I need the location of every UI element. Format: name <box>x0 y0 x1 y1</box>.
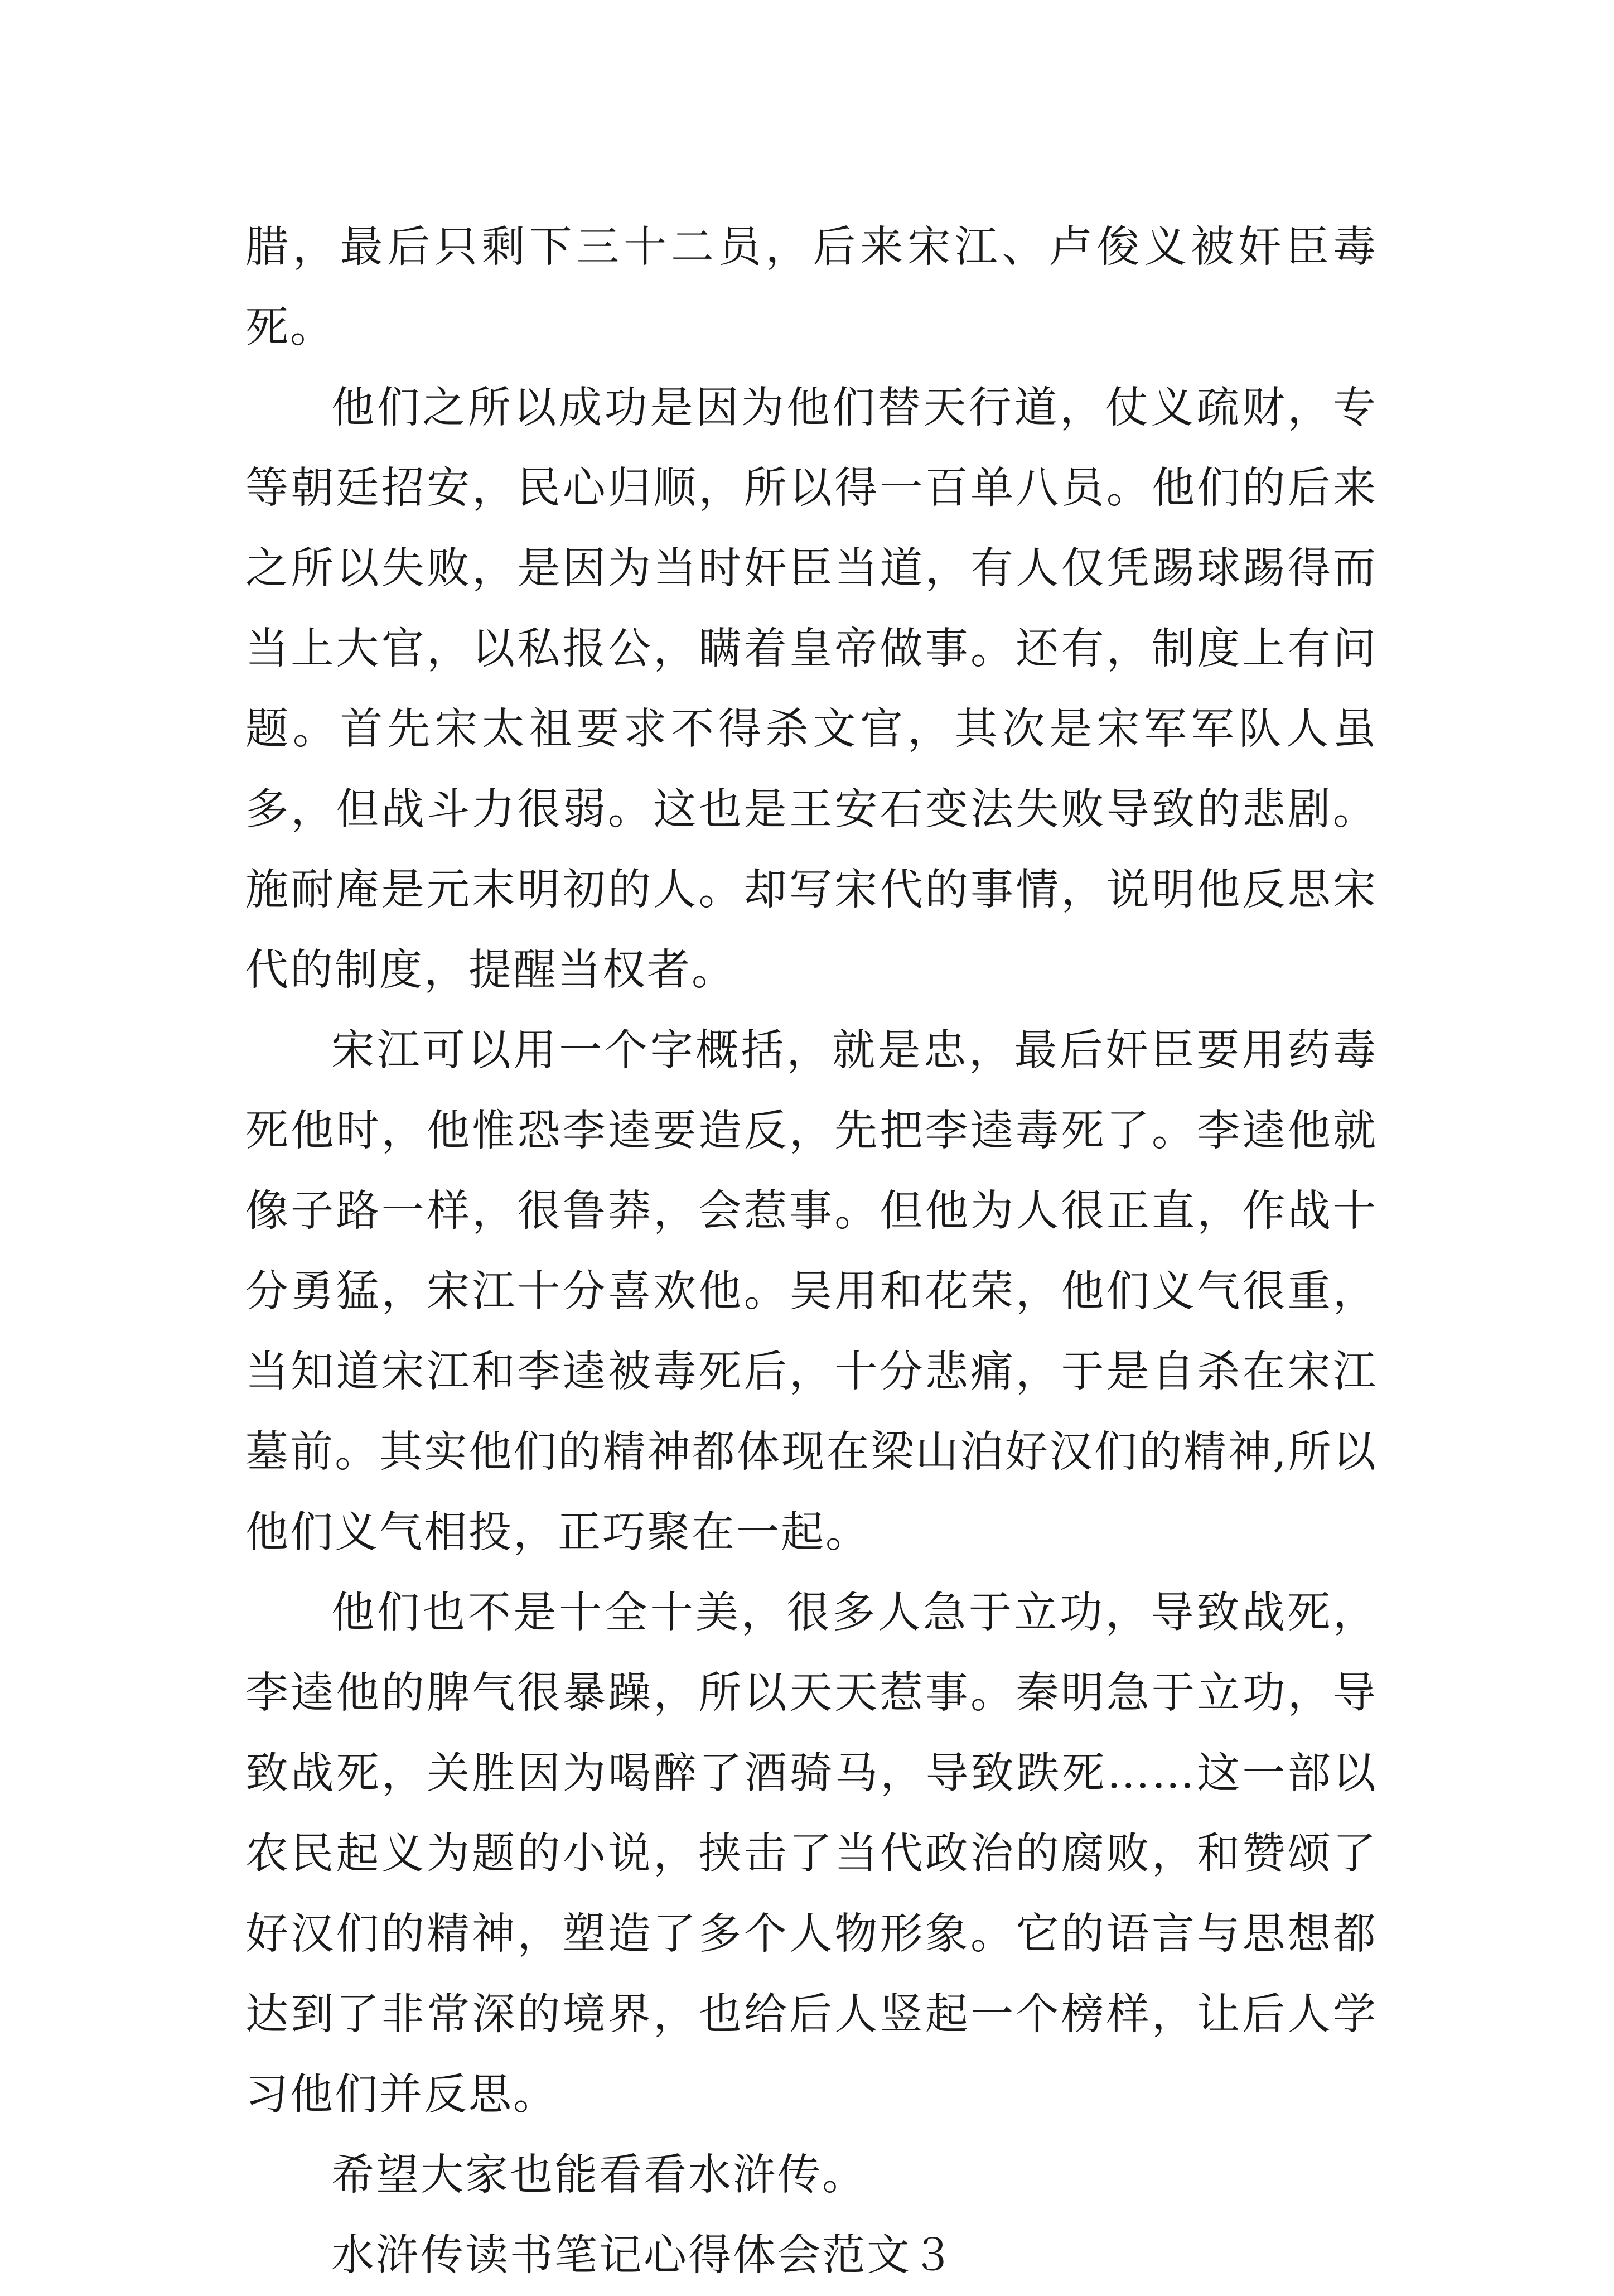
body-text <box>245 208 1378 2296</box>
paragraph-success-failure: 他们之所以成功是因为他们替天行道，仗义疏财，专等朝廷招安，民心归顺，所以得一百单八员。他们的后来之所以失败，是因为当时奸臣当道，有人仅凭踢球踢得而当上大官，以私报公，瞒着皇帝做事。还有，制度上有问题。首先宋太祖要求不得杀文官，其次是宋军军队人虽多，但战斗力很弱。这也是王安石变法失败导致的悲剧。施耐庵是元末明初的人。却写宋代的事情，说明他反思宋代的制度，提醒当权者。 <box>245 383 1378 995</box>
paragraph-closing: 希望大家也能看看水浒传。 <box>331 2150 867 2200</box>
paragraph-song-jiang: 宋江可以用一个字概括，就是忠，最后奸臣要用药毒死他时，他惟恐李逵要造反，先把李逵毒死了。李逵他就像子路一样，很鲁莽，会惹事。但他为人很正直，作战十分勇猛，宋江十分喜欢他。吴用和花荣，他们义气很重，当知道宋江和李逵被毒死后，十分悲痛，于是自杀在宋江墓前。其实他们的精神都体现在梁山泊好汉们的精神,所以他们义气相投，正巧聚在一起。 <box>245 1026 1378 1557</box>
paragraph-continued: 腊，最后只剩下三十二员，后来宋江、卢俊义被奸臣毒死。 <box>245 223 1378 353</box>
paragraph-imperfections: 他们也不是十全十美，很多人急于立功，导致战死，李逵他的脾气很暴躁，所以天天惹事。秦明急于立功，导致战死，关胜因为喝醉了酒骑马，导致跌死……这一部以农民起义为题的小说，挟击了当代政治的腐败，和赞颂了好汉们的精神，塑造了多个人物形象。它的语言与思想都达到了非常深的境界，也给后人竖起一个榜样，让后人学习他们并反思。 <box>245 1588 1378 2120</box>
section-heading: 水浒传读书笔记心得体会范文３ <box>331 2231 956 2280</box>
